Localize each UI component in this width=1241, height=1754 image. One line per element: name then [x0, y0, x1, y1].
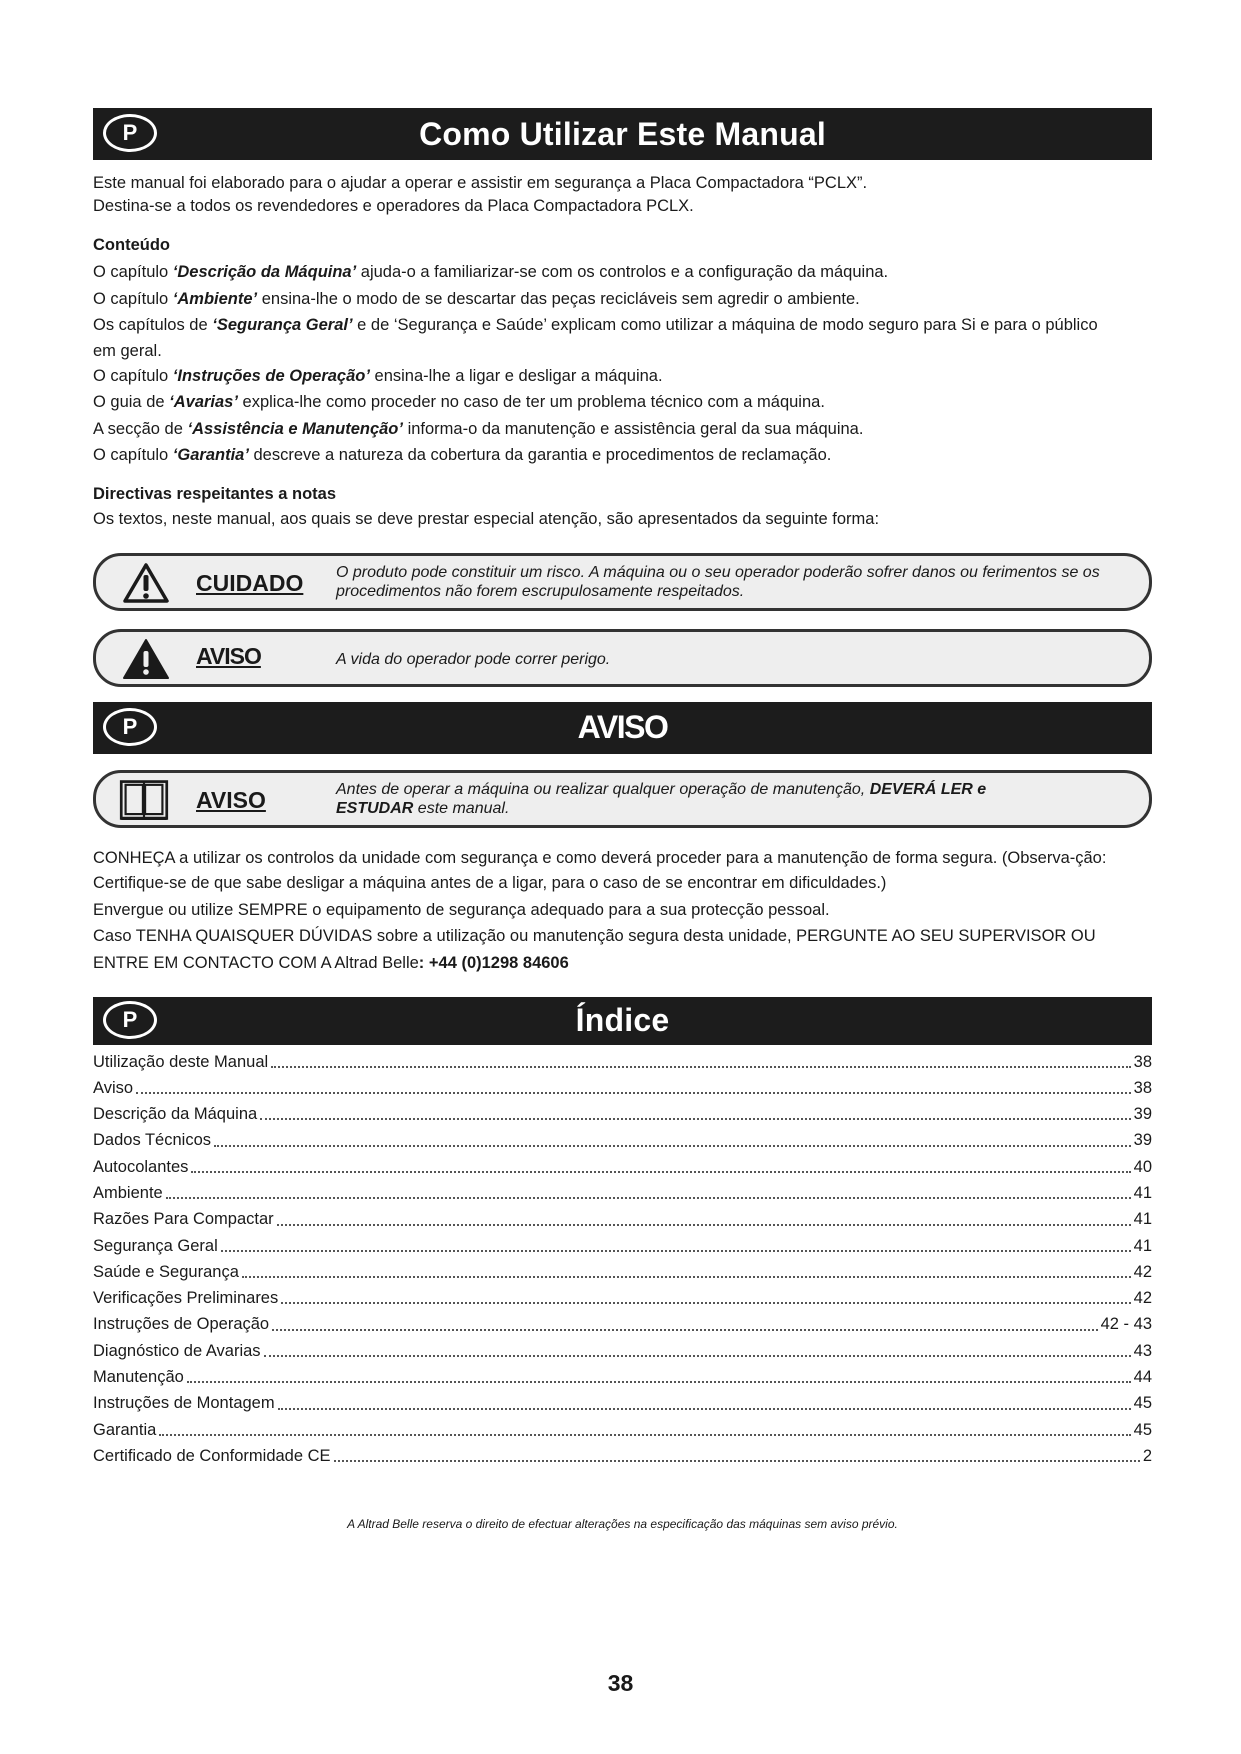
disclaimer-note: A Altrad Belle reserva o direito de efectuar alterações na especificação das máquinas sem aviso prévio.	[347, 1517, 898, 1532]
toc-entry[interactable]	[93, 1338, 1152, 1364]
toc-entry-label: Garantia	[93, 1420, 157, 1439]
toc-leader-dots	[242, 1276, 1131, 1278]
toc-leader-dots	[221, 1250, 1131, 1252]
toc-entry-label: Diagnóstico de Avarias	[93, 1341, 261, 1360]
toc-entry-page: 44	[1133, 1368, 1152, 1387]
toc-entry-page: 39	[1133, 1105, 1152, 1124]
toc-entry[interactable]	[93, 1180, 1152, 1206]
contents-line: O capítulo ‘Descrição da Máquina’ ajuda-o a familiarizar-se com os controlos e a configuração da máquina.	[93, 263, 889, 281]
caution-notice	[93, 553, 1152, 611]
toc-entry-page: 43	[1133, 1341, 1152, 1360]
toc-entry[interactable]	[93, 1259, 1152, 1285]
contents-line: em geral.	[93, 341, 162, 360]
contents-line: A secção de ‘Assistência e Manutenção’ informa-o da manutenção e assistência geral da sua máquina.	[93, 419, 864, 438]
section-title: AVISO	[577, 709, 668, 745]
toc-entry-page: 42	[1133, 1262, 1152, 1281]
contents-line: O guia de ‘Avarias’ explica-lhe como proceder no caso de ter um problema técnico com a máquina.	[93, 393, 825, 411]
warning-paragraph: Envergue ou utilize SEMPRE o equipamento de segurança adequado para a sua protecção pessoal.	[93, 900, 830, 919]
toc-leader-dots	[214, 1145, 1131, 1147]
contents-line: Os capítulos de ‘Segurança Geral’ e de ‘Segurança e Saúde’ explicam como utilizar a máquina de modo seguro para Si e para o público	[93, 316, 1098, 334]
toc-leader-dots	[334, 1460, 1140, 1462]
toc-leader-dots	[260, 1118, 1130, 1120]
directives-text: Os textos, neste manual, aos quais se deve prestar especial atenção, são apresentados da seguinte forma:	[93, 509, 880, 528]
toc-entry-page: 38	[1133, 1052, 1152, 1071]
toc-leader-dots	[271, 1066, 1130, 1068]
toc-entry[interactable]	[93, 1049, 1152, 1075]
toc-entry-label: Instruções de Operação	[93, 1315, 270, 1334]
toc-entry[interactable]	[93, 1364, 1152, 1390]
warning-text	[93, 846, 1152, 977]
warning-message: A vida do operador pode correr perigo.	[336, 650, 611, 668]
toc-leader-dots	[166, 1197, 1131, 1199]
toc-entry-page: 45	[1133, 1394, 1152, 1413]
table-of-contents	[93, 1049, 1152, 1470]
toc-entry[interactable]	[93, 1311, 1152, 1337]
toc-entry-label: Manutenção	[93, 1368, 184, 1387]
toc-leader-dots	[159, 1434, 1130, 1436]
section-banner-warning	[93, 702, 1152, 754]
contents-line: O capítulo ‘Ambiente’ ensina-lhe o modo de se descartar das peças recicláveis sem agredir o ambiente.	[93, 289, 860, 308]
intro-line: Este manual foi elaborado para o ajudar a operar e assistir em segurança a Placa Compactadora “PCLX”.	[93, 174, 868, 192]
toc-entry-page: 41	[1133, 1210, 1152, 1229]
toc-entry[interactable]	[93, 1075, 1152, 1101]
toc-entry[interactable]	[93, 1443, 1152, 1469]
language-badge: P	[103, 708, 157, 746]
toc-entry[interactable]	[93, 1285, 1152, 1311]
contents-line: O capítulo ‘Instruções de Operação’ ensina-lhe a ligar e desligar a máquina.	[93, 366, 663, 385]
toc-leader-dots	[264, 1355, 1131, 1357]
toc-entry[interactable]	[93, 1206, 1152, 1232]
section-banner-index	[93, 997, 1152, 1045]
read-manual-label: AVISO	[196, 786, 266, 813]
toc-entry-label: Ambiente	[93, 1183, 163, 1202]
toc-entry-label: Aviso	[93, 1078, 134, 1097]
toc-entry-page: 2	[1142, 1446, 1152, 1465]
toc-entry-page: 38	[1133, 1078, 1152, 1097]
page-number: 38	[607, 1670, 634, 1696]
language-badge: P	[103, 114, 157, 152]
toc-leader-dots	[191, 1171, 1130, 1173]
toc-entry-label: Segurança Geral	[93, 1236, 218, 1255]
toc-entry-page: 42	[1133, 1289, 1152, 1308]
toc-entry-label: Verificações Preliminares	[93, 1289, 279, 1308]
toc-entry-label: Certificado de Conformidade CE	[93, 1446, 331, 1465]
contents-line: O capítulo ‘Garantia’ descreve a natureza da cobertura da garantia e procedimentos de reclamação.	[93, 446, 832, 464]
toc-entry-page: 42 - 43	[1100, 1315, 1152, 1334]
warning-notice	[93, 629, 1152, 687]
warning-label: AVISO	[196, 642, 261, 669]
toc-entry[interactable]	[93, 1390, 1152, 1416]
warning-paragraph: CONHEÇA a utilizar os controlos da unidade com segurança e como deverá proceder para a manutenção de forma segura. (Observa-ção: Certifique-se de que sabe desligar a máquina antes de a ligar, para o caso de se encontrar em dificuldades.)	[93, 848, 1107, 892]
toc-entry-page: 41	[1133, 1236, 1152, 1255]
toc-leader-dots	[278, 1408, 1131, 1410]
directives-heading: Directivas respeitantes a notas	[93, 484, 337, 503]
toc-entry-label: Saúde e Segurança	[93, 1262, 239, 1281]
toc-leader-dots	[277, 1224, 1131, 1226]
caution-label: CUIDADO	[196, 569, 304, 596]
toc-entry[interactable]	[93, 1417, 1152, 1443]
read-manual-notice	[93, 770, 1152, 828]
toc-leader-dots	[272, 1329, 1098, 1331]
intro-text	[93, 172, 1152, 218]
toc-leader-dots	[136, 1092, 1131, 1094]
read-manual-message: Antes de operar a máquina ou realizar qualquer operação de manutenção, DEVERÁ LER e ESTUDAR este manual.	[336, 780, 987, 817]
toc-entry-page: 40	[1133, 1157, 1152, 1176]
manual-page	[93, 108, 1152, 1531]
intro-line: Destina-se a todos os revendedores e operadores da Placa Compactadora PCLX.	[93, 197, 694, 215]
toc-entry-label: Descrição da Máquina	[93, 1105, 258, 1124]
caution-triangle-icon	[122, 562, 170, 604]
toc-entry-label: Utilização deste Manual	[93, 1052, 269, 1071]
toc-entry-label: Razões Para Compactar	[93, 1210, 274, 1229]
section-title: Índice	[575, 1002, 670, 1038]
toc-entry-label: Autocolantes	[93, 1157, 189, 1176]
toc-entry-page: 45	[1133, 1420, 1152, 1439]
toc-entry[interactable]	[93, 1101, 1152, 1127]
toc-entry-label: Instruções de Montagem	[93, 1394, 275, 1413]
language-badge: P	[103, 1001, 157, 1039]
toc-entry[interactable]	[93, 1233, 1152, 1259]
caution-message: O produto pode constituir um risco. A máquina ou o seu operador poderão sofrer danos ou ferimentos se os procedimentos não forem escrupulosamente respeitados.	[336, 563, 1100, 600]
toc-entry-page: 41	[1133, 1183, 1152, 1202]
warning-triangle-icon	[122, 638, 170, 680]
section-banner-how-to-use	[93, 108, 1152, 160]
toc-entry[interactable]	[93, 1154, 1152, 1180]
contents-heading: Conteúdo	[93, 236, 170, 254]
contents-list	[93, 259, 1152, 469]
toc-entry[interactable]	[93, 1127, 1152, 1153]
warning-paragraph: Caso TENHA QUAISQUER DÚVIDAS sobre a utilização ou manutenção segura desta unidade, PERGUNTE AO SEU SUPERVISOR OU ENTRE EM CONTACTO COM A Altrad Belle: +44 (0)1298 84606	[93, 926, 1096, 972]
toc-entry-label: Dados Técnicos	[93, 1131, 212, 1150]
manual-book-icon	[118, 777, 170, 823]
toc-entry-page: 39	[1133, 1131, 1152, 1150]
section-title: Como Utilizar Este Manual	[419, 115, 826, 152]
toc-leader-dots	[187, 1381, 1131, 1383]
toc-leader-dots	[281, 1302, 1130, 1304]
